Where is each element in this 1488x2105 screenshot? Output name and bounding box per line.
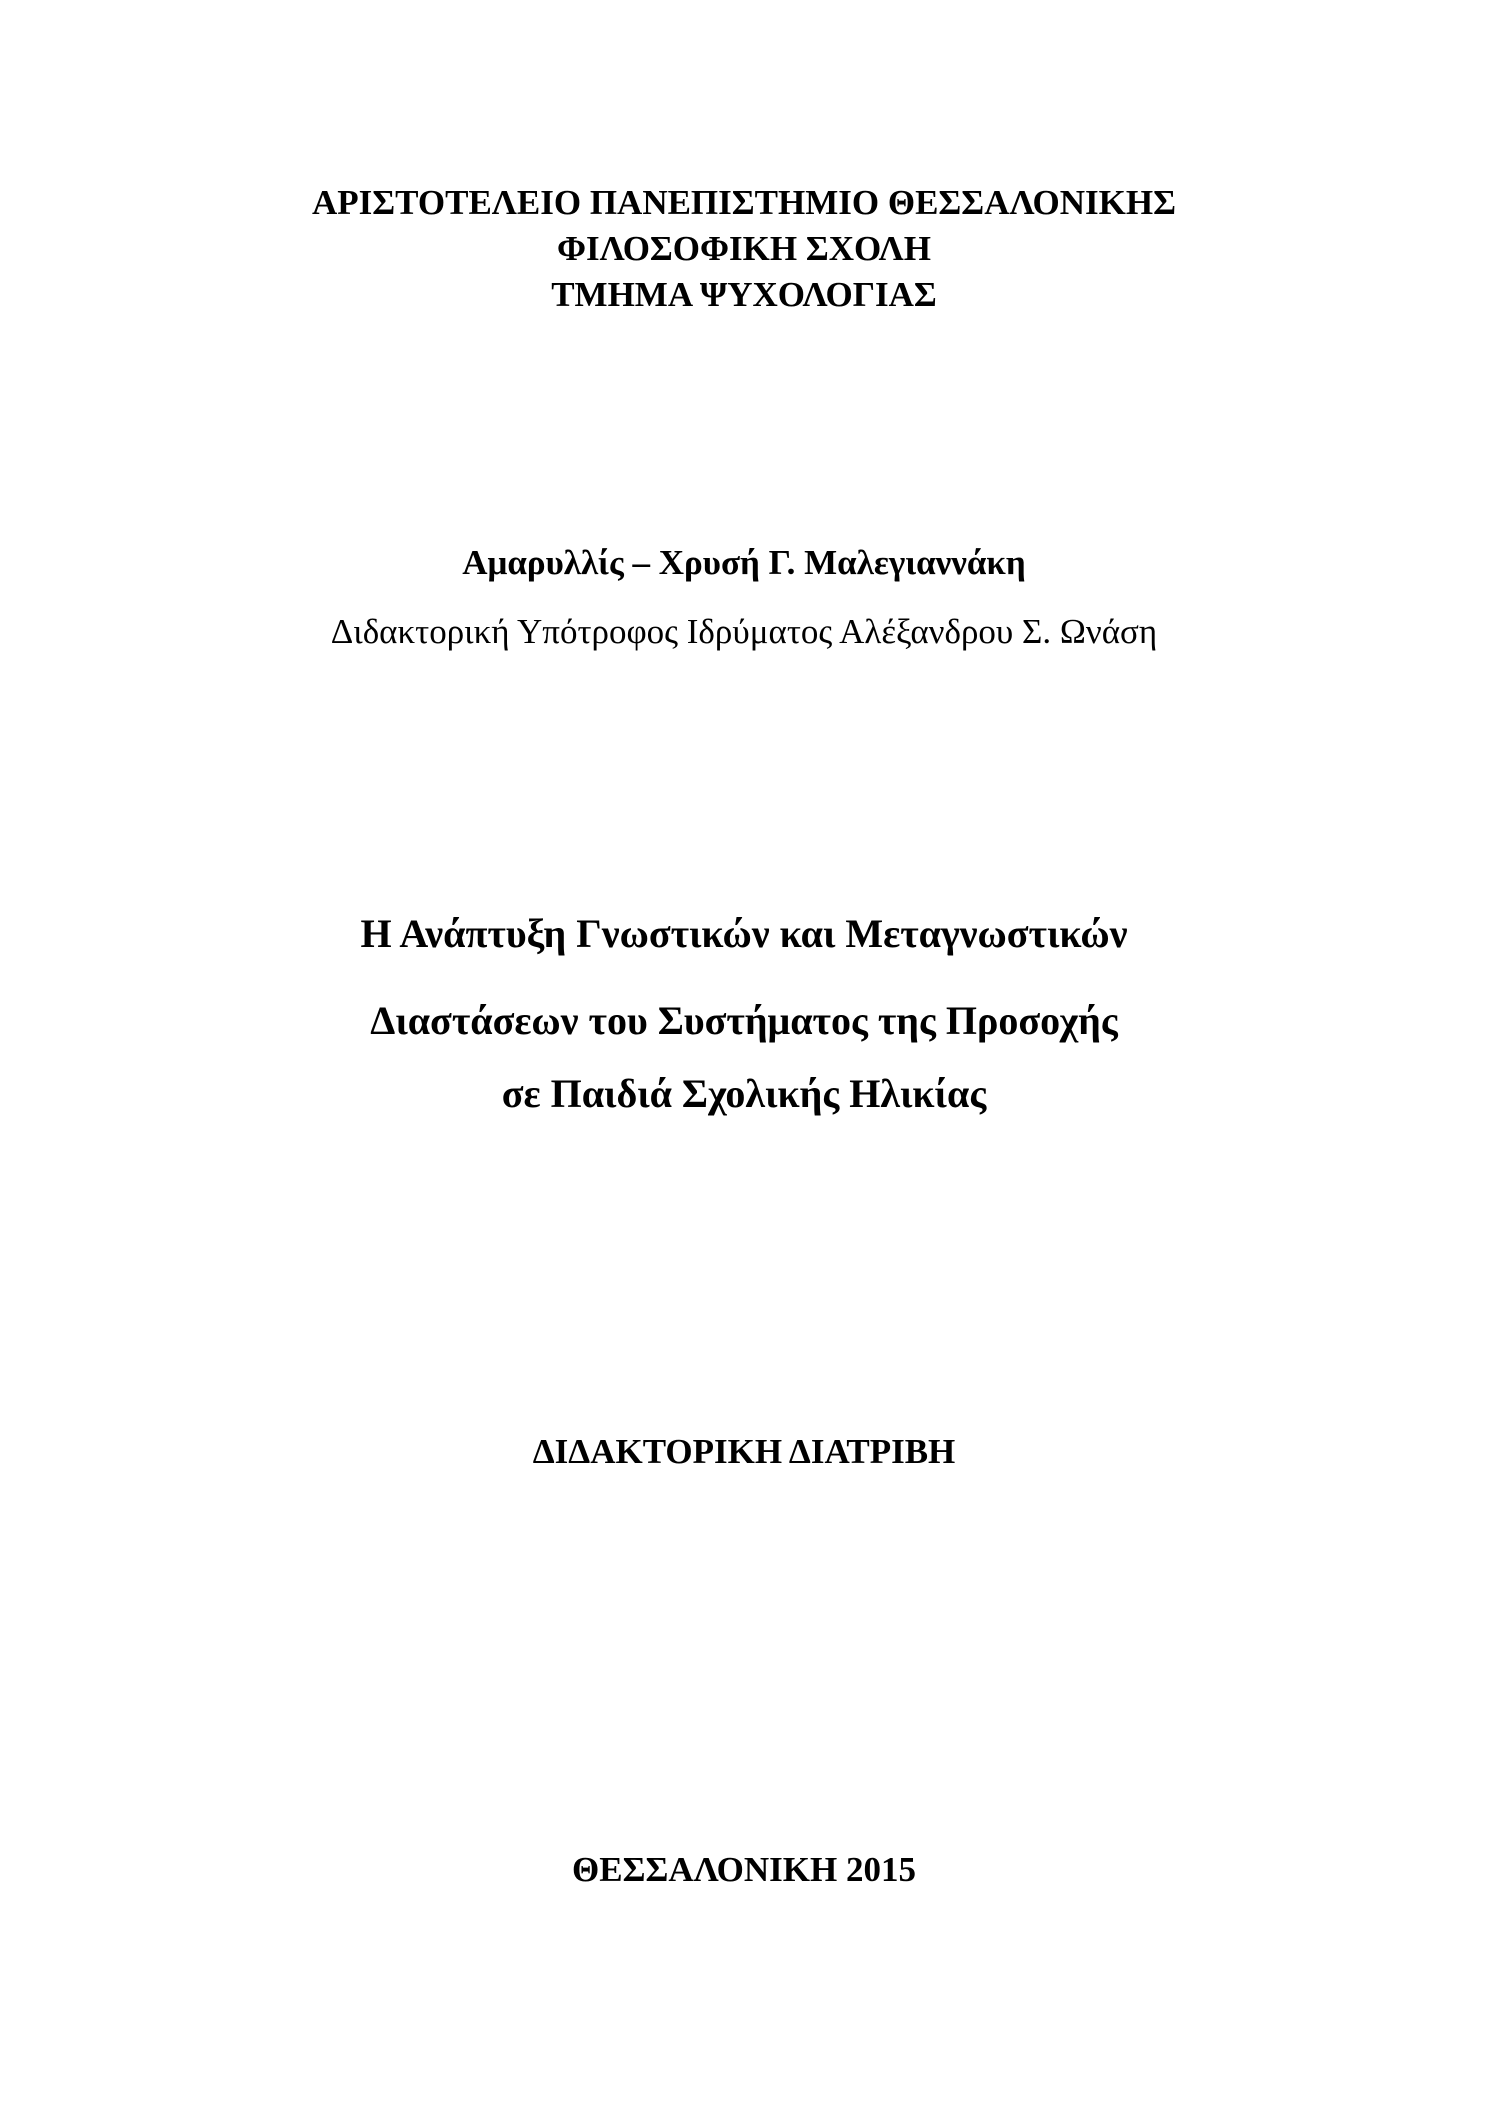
school-name: ΦΙΛΟΣΟΦΙΚΗ ΣΧΟΛΗ — [557, 229, 931, 268]
department-name: ΤΜΗΜΑ ΨΥΧΟΛΟΓΙΑΣ — [551, 275, 937, 314]
author-name: Αμαρυλλίς – Χρυσή Γ. Μαλεγιαννάκη — [462, 543, 1026, 582]
place-and-year: ΘΕΣΣΑΛΟΝΙΚΗ 2015 — [572, 1850, 916, 1889]
thesis-title-line-2: Διαστάσεων του Συστήματος της Προσοχής — [370, 998, 1118, 1043]
thesis-title-line-1: Η Ανάπτυξη Γνωστικών και Μεταγνωστικών — [360, 911, 1128, 956]
thesis-title-line-3: σε Παιδιά Σχολικής Ηλικίας — [501, 1071, 987, 1116]
document-type: ΔΙΔΑΚΤΟΡΙΚΗ ΔΙΑΤΡΙΒΗ — [532, 1432, 956, 1471]
university-name: ΑΡΙΣΤΟΤΕΛΕΙΟ ΠΑΝΕΠΙΣΤΗΜΙΟ ΘΕΣΣΑΛΟΝΙΚΗΣ — [312, 183, 1176, 222]
author-role: Διδακτορική Υπότροφος Ιδρύματος Αλέξανδρου Σ. Ωνάση — [330, 612, 1158, 651]
